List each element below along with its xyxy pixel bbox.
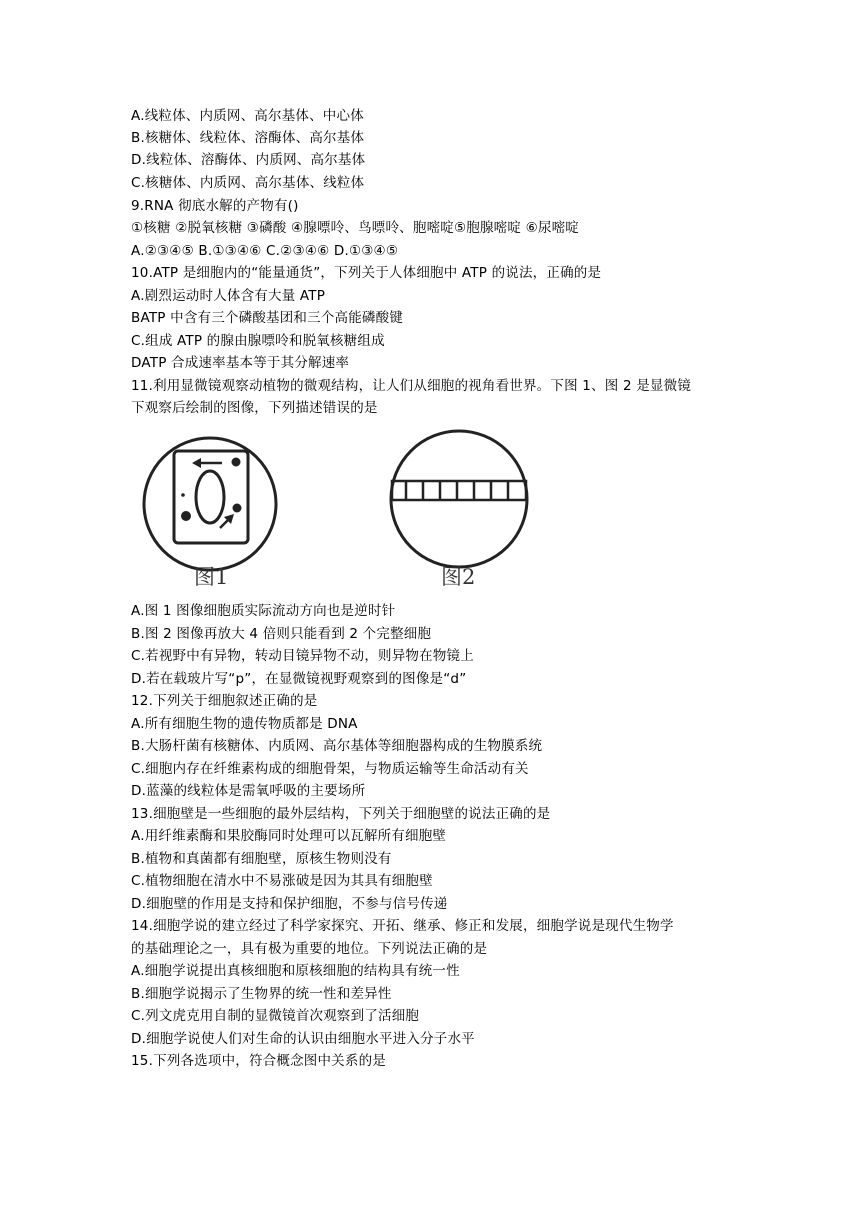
text-line: 下观察后绘制的图像，下列描述错误的是 xyxy=(131,400,378,416)
text-line: D.细胞学说使人们对生命的认识由细胞水平进入分子水平 xyxy=(131,1031,475,1047)
text-line: 14.细胞学说的建立经过了科学家探究、开拓、继承、修正和发展，细胞学说是现代生物学 xyxy=(131,918,674,934)
text-line: B.核糖体、线粒体、溶酶体、高尔基体 xyxy=(131,130,365,146)
figure-2-microscope-view xyxy=(386,426,536,576)
text-line: 13.细胞壁是一些细胞的最外层结构，下列关于细胞壁的说法正确的是 xyxy=(131,806,551,822)
text-line: 12.下列关于细胞叙述正确的是 xyxy=(131,693,318,709)
text-line: D.蓝藻的线粒体是需氧呼吸的主要场所 xyxy=(131,783,366,799)
text-line: C.细胞内存在纤维素构成的细胞骨架，与物质运输等生命活动有关 xyxy=(131,761,529,777)
text-line: C.核糖体、内质网、高尔基体、线粒体 xyxy=(131,175,365,191)
text-line: A.所有细胞生物的遗传物质都是 DNA xyxy=(131,716,358,732)
text-line: D.细胞壁的作用是支持和保护细胞，不参与信号传递 xyxy=(131,896,448,912)
text-line: C.组成 ATP 的腺由腺嘌呤和脱氧核糖组成 xyxy=(131,333,385,349)
text-line: BATP 中含有三个磷酸基团和三个高能磷酸键 xyxy=(131,310,404,326)
figure-1-caption: 图1 xyxy=(194,565,229,589)
text-line: A.线粒体、内质网、高尔基体、中心体 xyxy=(131,108,364,124)
text-line: 9.RNA 彻底水解的产物有() xyxy=(131,198,299,214)
text-line: A.细胞学说提出真核细胞和原核细胞的结构具有统一性 xyxy=(131,963,460,979)
figure-1-microscope-view xyxy=(140,430,290,580)
figure-2-caption: 图2 xyxy=(441,565,476,589)
text-line: C.列文虎克用自制的显微镜首次观察到了活细胞 xyxy=(131,1008,420,1024)
text-line: 的基础理论之一，具有极为重要的地位。下列说法正确的是 xyxy=(131,941,488,957)
text-line: 11.利用显微镜观察动植物的微观结构，让人们从细胞的视角看世界。下图 1、图 2 是显微镜 xyxy=(131,378,692,394)
text-line: D.若在载玻片写“p”，在显微镜视野观察到的图像是“d” xyxy=(131,671,467,687)
text-line: B.大肠杆菌有核糖体、内质网、高尔基体等细胞器构成的生物膜系统 xyxy=(131,738,543,754)
text-line: A.剧烈运动时人体含有大量 ATP xyxy=(131,288,326,304)
text-line: B.植物和真菌都有细胞壁，原核生物则没有 xyxy=(131,851,392,867)
text-line: 10.ATP 是细胞内的“能量通货”，下列关于人体细胞中 ATP 的说法，正确的是 xyxy=(131,265,602,281)
text-line: DATP 合成速率基本等于其分解速率 xyxy=(131,355,350,371)
text-line: A.图 1 图像细胞质实际流动方向也是逆时针 xyxy=(131,603,396,619)
text-line: B.细胞学说揭示了生物界的统一性和差异性 xyxy=(131,986,392,1002)
text-line: A.用纤维素酶和果胶酶同时处理可以瓦解所有细胞壁 xyxy=(131,828,447,844)
text-line: B.图 2 图像再放大 4 倍则只能看到 2 个完整细胞 xyxy=(131,626,432,642)
text-line: ①核糖 ②脱氧核糖 ③磷酸 ④腺嘌呤、鸟嘌呤、胞嘧啶⑤胞腺嘧啶 ⑥尿嘧啶 xyxy=(131,220,579,236)
text-line: C.植物细胞在清水中不易涨破是因为其具有细胞壁 xyxy=(131,873,433,889)
text-line: C.若视野中有异物，转动目镜异物不动，则异物在物镜上 xyxy=(131,648,474,664)
text-line: 15.下列各选项中，符合概念图中关系的是 xyxy=(131,1053,386,1069)
text-line: A.②③④⑤ B.①③④⑥ C.②③④⑥ D.①③④⑤ xyxy=(131,243,399,259)
text-line: D.线粒体、溶酶体、内质网、高尔基体 xyxy=(131,152,366,168)
